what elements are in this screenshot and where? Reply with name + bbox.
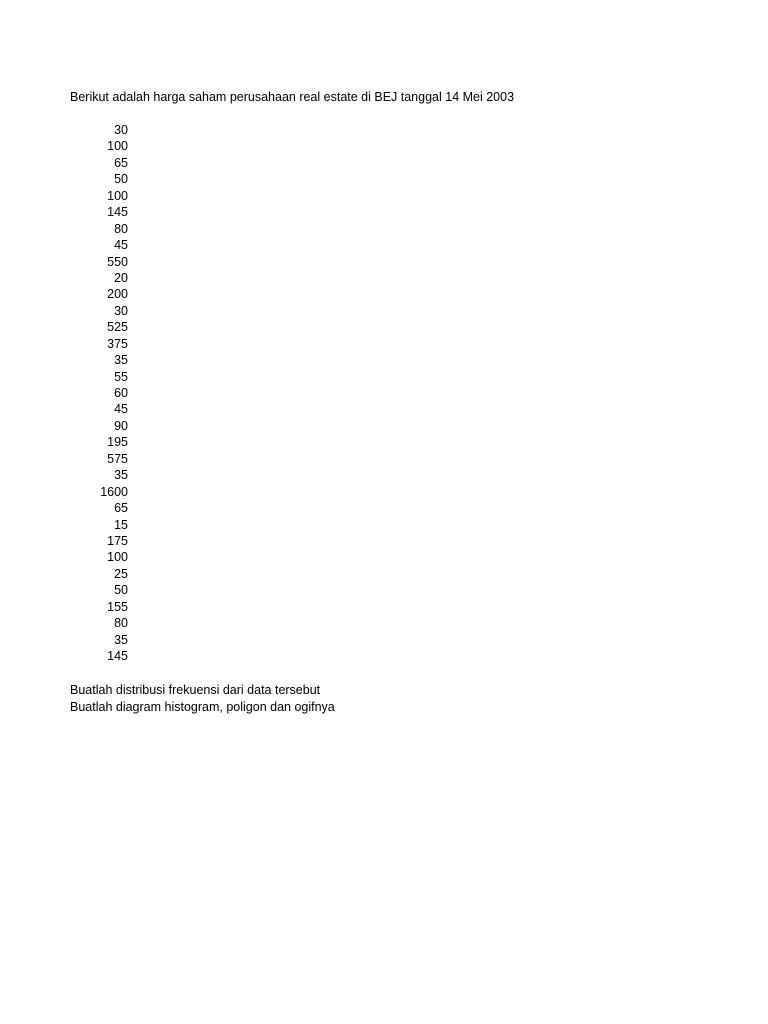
stock-price-value: 1600 — [100, 484, 128, 499]
stock-price-value: 80 — [114, 616, 128, 631]
stock-price-value: 60 — [114, 386, 128, 400]
stock-price-value: 45 — [114, 402, 128, 417]
stock-price-value: 175 — [107, 533, 128, 548]
stock-price-value: 30 — [114, 303, 128, 318]
stock-price-value: 200 — [107, 287, 128, 302]
stock-price-value: 65 — [114, 501, 128, 516]
stock-price-value: 375 — [107, 336, 128, 351]
stock-price-value: 525 — [107, 320, 128, 335]
stock-price-list — [70, 122, 128, 664]
stock-price-value: 155 — [107, 599, 128, 614]
stock-price-value: 90 — [114, 418, 128, 433]
stock-price-value: 575 — [107, 451, 128, 466]
stock-price-value: 45 — [114, 238, 128, 253]
stock-price-value: 35 — [114, 468, 128, 483]
stock-price-value: 15 — [114, 517, 128, 532]
stock-price-value: 25 — [114, 566, 128, 581]
task-frequency-distribution: Buatlah distribusi frekuensi dari data tersebut — [70, 683, 321, 697]
intro-text: Berikut adalah harga saham perusahaan real estate di BEJ tanggal 14 Mei 2003 — [70, 90, 515, 104]
stock-price-value: 35 — [114, 632, 128, 647]
stock-price-value: 195 — [107, 435, 128, 450]
task-list — [70, 682, 335, 715]
stock-price-value: 20 — [114, 270, 128, 285]
stock-price-value: 65 — [114, 155, 128, 170]
stock-price-value: 100 — [107, 139, 128, 154]
stock-price-value: 100 — [107, 550, 128, 565]
stock-price-value: 550 — [107, 254, 128, 269]
stock-price-value: 30 — [114, 123, 128, 137]
task-diagrams: Buatlah diagram histogram, poligon dan ogifnya — [70, 699, 335, 714]
stock-price-value: 100 — [107, 188, 128, 203]
stock-price-value: 35 — [114, 353, 128, 368]
stock-price-value: 145 — [107, 649, 128, 663]
stock-price-value: 80 — [114, 221, 128, 236]
stock-price-value: 145 — [107, 205, 128, 220]
stock-price-value: 50 — [114, 583, 128, 598]
stock-price-value: 55 — [114, 369, 128, 384]
stock-price-value: 50 — [114, 172, 128, 187]
